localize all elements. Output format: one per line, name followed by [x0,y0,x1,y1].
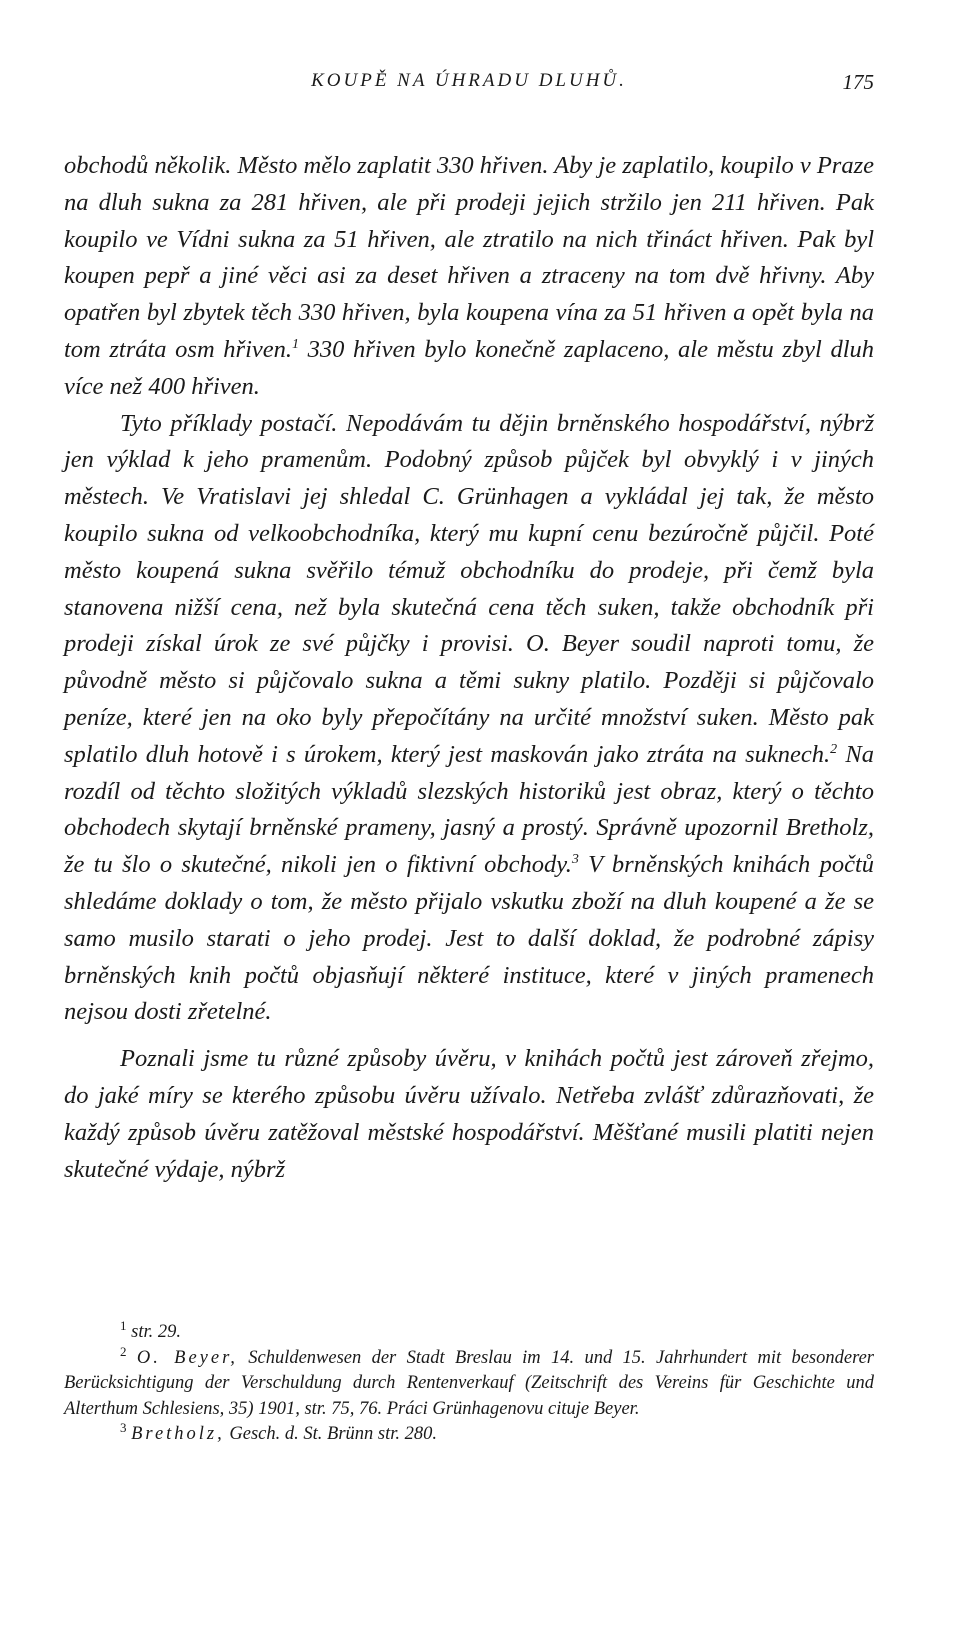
footnote-2-author: O. Beyer, [136,1347,238,1368]
footnote-2-mark: 2 [120,1343,127,1359]
footnote-1 [64,1317,874,1346]
footnote-3-text: Gesch. d. St. Brünn str. 280. [224,1424,438,1444]
paragraph-2-text-b: Na rozdíl od těchto složitých výkladů slezských historiků jest obraz, který o těchto obchodech skytají brněnské prameny, jasný a prostý. Správně upozornil Bretholz, že tu šlo o skutečné, nikoli jen o fiktivní obchody. [64,740,874,879]
paragraph-1 [64,148,874,406]
footnotes [64,1317,875,1448]
footnote-3 [64,1419,874,1448]
footnote-ref-1: 1 [292,336,300,352]
main-text [64,148,874,1188]
footnote-2 [64,1343,875,1423]
paragraph-2 [64,406,874,1032]
paragraph-3: Poznali jsme tu různé způsoby úvěru, v knihách počtů jest zároveň zřejmo, do jaké míry se kterého způsobu úvěru užívalo. Netřeba zvlášť zdůrazňovati, že každý způsob úvěru zatěžoval městské hospodářství. Měšťané musili platiti nejen skutečné výdaje, nýbrž [64,1045,874,1183]
paragraph-1-text-a: obchodů několik. Město mělo zaplatit 330 hřiven. Aby je zaplatilo, koupilo v Praze na dluh sukna za 281 hřiven, ale při prodeji jejich stržilo jen 211 hřiven. Pak koupilo ve Vídni sukna za 51 hřiven, ale ztratilo na nich třináct hřiven. Pak byl koupen pepř a jiné věci asi za deset hřiven a ztraceny na tom dvě hřivny. Aby opatřen byl zbytek těch 330 hřiven, byla koupena vína za 51 hřiven a opět byla na tom ztráta osm hřiven. [64,152,874,363]
page-header [64,70,874,100]
footnote-ref-3: 3 [571,851,579,867]
page-number: 175 [842,70,874,94]
footnote-ref-2: 2 [830,741,838,757]
footnote-2-text: Schuldenwesen der Stadt Breslau im 14. und 15. Jahrhundert mit besonderer Berücksichtigung der Verschuldung durch Rentenverkauf (Zeitschrift des Vereins für Geschichte und Alterthum Schlesiens, 35) 1901, str. 75, 76. Práci Grünhagenovu cituje Beyer. [64,1347,875,1419]
paragraph-2-text-c: V brněnských knihách počtů shledáme doklady o tom, že město přijalo vskutku zboží na dluh koupené a že se samo musilo starati o jeho prodej. Jest to další doklad, že podrobné zápisy brněnských knih počtů objasňují některé instituce, které v jiných pramenech nejsou dosti zřetelné. [64,851,874,1026]
running-title: KOUPĚ NA ÚHRADU DLUHŮ. [311,70,627,91]
footnote-3-mark: 3 [120,1419,127,1435]
paragraph-2-text-a: Tyto příklady postačí. Nepodávám tu dějin brněnského hospodářství, nýbrž jen výklad k jeho pramenům. Podobný způsob půjček byl obvyklý i v jiných městech. Ve Vratislavi jej shledal C. Grünhagen a vykládal jej tak, že město koupilo sukna od velkoobchodníka, který mu kupní cenu bezúročně půjčil. Poté město koupená sukna svěřilo témuž obchodníku do prodeje, při čemž byla stanovena nižší cena, než byla skutečná cena těch suken, takže obchodník při prodeji získal úrok ze své půjčky i provisi. O. Beyer soudil naproti tomu, že původně město si půjčovalo sukna a těmi sukny platilo. Později si půjčovalo peníze, které jen na oko byly přepočítány na určité množství suken. Město pak splatilo dluh hotově i s úrokem, který jest maskován jako ztráta na suknech. [64,409,874,768]
footnote-1-mark: 1 [120,1317,127,1333]
footnote-1-text: str. 29. [131,1322,181,1342]
footnote-3-author: Bretholz, [131,1424,225,1444]
paragraph-1-text-b: 330 hřiven bylo konečně zaplaceno, ale městu zbyl dluh více než 400 hřiven. [64,335,874,400]
